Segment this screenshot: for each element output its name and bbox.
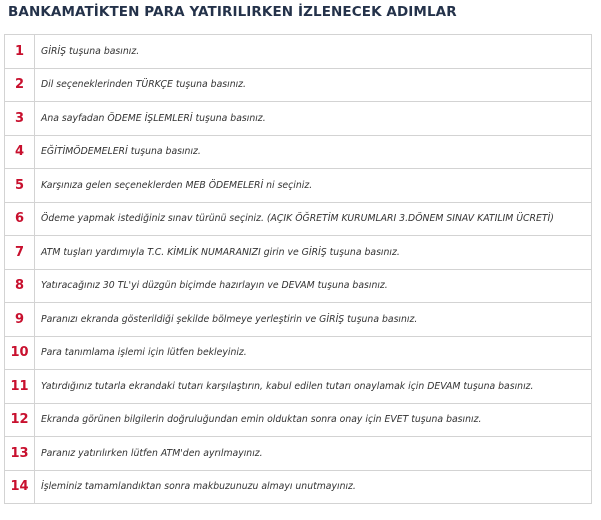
step-row bbox=[5, 135, 592, 169]
step-text: ATM tuşları yardımıyla T.C. KİMLİK NUMARANIZI girin ve GİRİŞ tuşuna basınız. bbox=[35, 236, 592, 270]
step-row bbox=[5, 303, 592, 337]
step-row bbox=[5, 470, 592, 504]
step-number: 5 bbox=[5, 169, 35, 203]
step-text: Karşınıza gelen seçeneklerden MEB ÖDEMELERİ ni seçiniz. bbox=[35, 169, 592, 203]
step-row bbox=[5, 336, 592, 370]
step-text: Yatıracağınız 30 TL'yi düzgün biçimde hazırlayın ve DEVAM tuşuna basınız. bbox=[35, 269, 592, 303]
step-number: 7 bbox=[5, 236, 35, 270]
step-number: 11 bbox=[5, 370, 35, 404]
step-row bbox=[5, 403, 592, 437]
step-number: 8 bbox=[5, 269, 35, 303]
step-number: 10 bbox=[5, 336, 35, 370]
step-text: Paranız yatırılırken lütfen ATM'den ayrılmayınız. bbox=[35, 437, 592, 471]
step-number: 1 bbox=[5, 35, 35, 69]
step-row bbox=[5, 68, 592, 102]
step-text: GİRİŞ tuşuna basınız. bbox=[35, 35, 592, 69]
step-text: Para tanımlama işlemi için lütfen bekleyiniz. bbox=[35, 336, 592, 370]
step-text: Yatırdığınız tutarla ekrandaki tutarı karşılaştırın, kabul edilen tutarı onaylamak için DEVAM tuşuna basınız. bbox=[35, 370, 592, 404]
step-row bbox=[5, 169, 592, 203]
step-number: 13 bbox=[5, 437, 35, 471]
step-number: 4 bbox=[5, 135, 35, 169]
step-row bbox=[5, 437, 592, 471]
step-row bbox=[5, 370, 592, 404]
step-text: Ödeme yapmak istediğiniz sınav türünü seçiniz. (AÇIK ÖĞRETİM KURUMLARI 3.DÖNEM SINAV KATILIM ÜCRETİ) bbox=[35, 202, 592, 236]
step-number: 6 bbox=[5, 202, 35, 236]
step-text: Ana sayfadan ÖDEME İŞLEMLERİ tuşuna basınız. bbox=[35, 102, 592, 136]
step-row bbox=[5, 102, 592, 136]
step-text: Dil seçeneklerinden TÜRKÇE tuşuna basınız. bbox=[35, 68, 592, 102]
step-text: Paranızı ekranda gösterildiği şekilde bölmeye yerleştirin ve GİRİŞ tuşuna basınız. bbox=[35, 303, 592, 337]
page-title: BANKAMATİKTEN PARA YATIRILIRKEN İZLENECEK ADIMLAR bbox=[8, 4, 457, 20]
steps-table bbox=[4, 34, 592, 504]
step-number: 9 bbox=[5, 303, 35, 337]
step-number: 2 bbox=[5, 68, 35, 102]
step-number: 14 bbox=[5, 470, 35, 504]
step-row bbox=[5, 202, 592, 236]
step-text: EĞİTİMÖDEMELERİ tuşuna basınız. bbox=[35, 135, 592, 169]
step-number: 3 bbox=[5, 102, 35, 136]
step-row bbox=[5, 236, 592, 270]
step-row bbox=[5, 35, 592, 69]
step-text: Ekranda görünen bilgilerin doğruluğundan emin olduktan sonra onay için EVET tuşuna basınız. bbox=[35, 403, 592, 437]
step-number: 12 bbox=[5, 403, 35, 437]
step-text: İşleminiz tamamlandıktan sonra makbuzunuzu almayı unutmayınız. bbox=[35, 470, 592, 504]
step-row bbox=[5, 269, 592, 303]
